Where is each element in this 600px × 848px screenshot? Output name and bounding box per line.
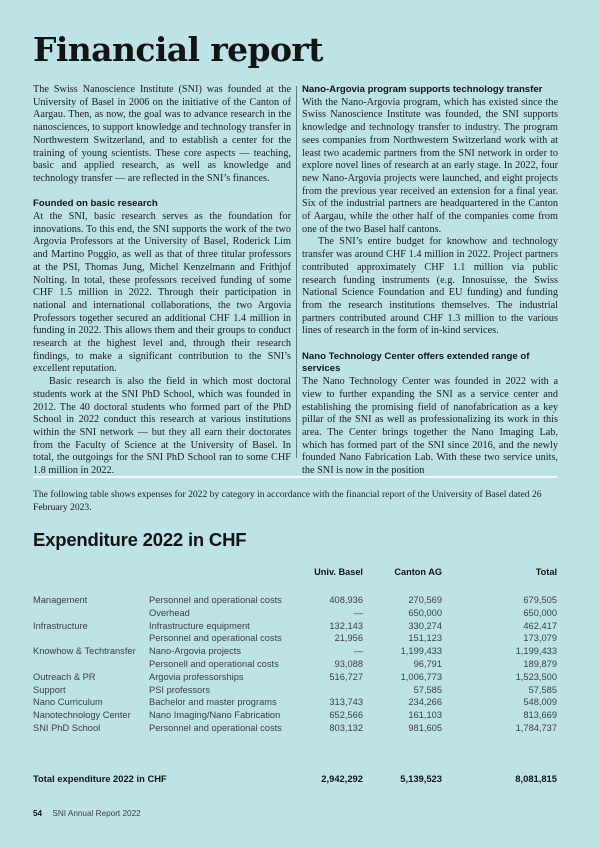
cell-canton-ag: 270,569 bbox=[408, 595, 442, 605]
cell-canton-ag: 650,000 bbox=[408, 607, 442, 618]
table-row bbox=[33, 671, 557, 684]
cell-total: 1,523,500 bbox=[515, 671, 557, 682]
techtransfer-budget-paragraph: The SNI’s entire budget for knowhow and technology transfer was around CHF 1.4 million in 2022. Project partners contributed approximately CHF 1.1 million via public research funding instruments (e.g. Innosuisse, the Swiss National Science Foundation and EU funding) and funding from the research institutions themselves. The industrial partners contributed around CHF 1.3 million to the various lines of research in the form of in-kind services. bbox=[302, 236, 558, 337]
cell-category: Nanotechnology Center bbox=[33, 710, 131, 721]
column-divider bbox=[296, 86, 297, 458]
cell-item: PSI professors bbox=[149, 684, 210, 695]
cell-univ-basel: 21,956 bbox=[334, 633, 363, 644]
cell-category: Nano Curriculum bbox=[33, 697, 103, 708]
cell-category: Infrastructure bbox=[33, 620, 88, 631]
cell-item: Personnel and operational costs bbox=[149, 595, 282, 605]
expenditure-table-title: Expenditure 2022 in CHF bbox=[33, 529, 247, 550]
cell-total: 173,079 bbox=[523, 633, 557, 644]
cell-item: Nano-Argovia projects bbox=[149, 646, 241, 657]
cell-item: Overhead bbox=[149, 607, 190, 618]
cell-univ-basel: 313,743 bbox=[329, 697, 363, 708]
cell-total: 57,585 bbox=[528, 684, 557, 695]
cell-item: Personnel and operational costs bbox=[149, 722, 282, 733]
page-number: 54 bbox=[33, 809, 43, 818]
spacer bbox=[33, 186, 291, 199]
cell-item: Argovia professorships bbox=[149, 671, 244, 682]
cell-canton-ag: 57,585 bbox=[413, 684, 442, 695]
cell-total: 1,784,737 bbox=[515, 722, 557, 733]
cell-item: Personnel and operational costs bbox=[149, 633, 282, 644]
cell-total: 1,199,433 bbox=[515, 646, 557, 657]
cell-univ-basel: 803,132 bbox=[329, 722, 363, 733]
cell-category: SNI PhD School bbox=[33, 722, 101, 733]
cell-canton-ag: 330,274 bbox=[408, 620, 442, 631]
section-heading-nano-argovia: Nano-Argovia program supports technology transfer bbox=[302, 84, 543, 95]
cell-total: 650,000 bbox=[523, 607, 557, 618]
header-univ-basel: Univ. Basel bbox=[314, 567, 363, 577]
table-intro-text: The following table shows expenses for 2022 by category in accordance with the financial report of the University of Basel dated 26 February 2023. bbox=[33, 489, 542, 513]
table-row bbox=[33, 645, 557, 658]
nano-argovia-paragraph: With the Nano-Argovia program, which has existed since the Swiss Nanoscience Institute was founded, the SNI supports knowledge and technology transfer to industry. The program sees companies from Northwestern Switzerland work with at least two academic partners from the SNI network in order to explore novel lines of research at an early stage. In 2022, four new Nano-Argovia projects were launched, and eight projects from the previous year received an extension for a final year. Six of the industrial partners are headquartered in the Canton of Aargau, while the other half of the companies come from one of the two Basel half cantons. bbox=[302, 96, 558, 235]
expenditure-table bbox=[33, 566, 557, 735]
intro-paragraph: The Swiss Nanoscience Institute (SNI) was founded at the University of Basel in 2006 on the initiative of the Canton of Aargau. Then, as now, the goal was to advance research in the nanosciences, to support knowledge and technology transfer in Northwestern Switzerland, and to establish a center for the training of young scientists. These core aspects — teaching, basic and applied research, as well as knowledge and technology transfer — are reflected in the SNI’s finances. bbox=[33, 84, 291, 184]
total-univ-basel: 2,942,292 bbox=[321, 773, 363, 784]
phd-school-paragraph: Basic research is also the field in which most doctoral students work at the SNI PhD School, which was founded in 2012. The 40 doctoral students who formed part of the PhD School in 2022 conduct this research at various institutions within the SNI network — but they all earn their doctorates from the Faculty of Science at the University of Basel. In total, the outgoings for the SNI PhD School ran to some CHF 1.8 million in 2022. bbox=[33, 376, 291, 477]
table-row bbox=[33, 709, 557, 722]
cell-univ-basel: 408,936 bbox=[329, 595, 363, 605]
cell-total: 548,009 bbox=[523, 697, 557, 708]
cell-item: Infrastructure equipment bbox=[149, 620, 250, 631]
table-row bbox=[33, 607, 557, 620]
horizontal-divider bbox=[33, 476, 557, 478]
cell-item: Personell and operational costs bbox=[149, 658, 279, 669]
cell-category: Management bbox=[33, 595, 88, 605]
left-text-column bbox=[33, 84, 291, 478]
total-canton-ag: 5,139,523 bbox=[400, 773, 442, 784]
total-overall: 8,081,815 bbox=[515, 773, 557, 784]
cell-total: 462,417 bbox=[523, 620, 557, 631]
cell-canton-ag: 234,266 bbox=[408, 697, 442, 708]
nano-technology-center-paragraph: The Nano Technology Center was founded in 2022 with a view to further expanding the SNI as a service center and establishing the promising field of nanofabrication as a key pillar of the SNI as well as professionalizing its work in this area. The Center brings together the Nano Imaging Lab, which has formed part of the SNI since 2016, and the newly founded Nano Fabrication Lab. With these two service units, the SNI is now in the position bbox=[302, 376, 558, 477]
table-row bbox=[33, 658, 557, 671]
basic-research-paragraph: At the SNI, basic research serves as the foundation for innovations. To this end, the SNI supports the work of the two Argovia Professors at the University of Basel, Roderick Lim and Martino Poggio, as well as that of three titular professors at the PSI, Thomas Jung, Michel Kenzelmann and Frithjof Nolting. In total, these professors received funding of some CHF 1.5 million in 2022. Through their participation in national and international collaborations, the two Argovia Professors together secured an additional CHF 1.4 million in funding in 2022. This allows them and their groups to conduct research at the highest level and, through their research findings, to make a significant contribution to the SNI’s excellent reputation. bbox=[33, 211, 291, 375]
table-row bbox=[33, 722, 557, 735]
cell-total: 679,505 bbox=[523, 595, 557, 605]
cell-total: 813,669 bbox=[523, 710, 557, 721]
cell-item: Nano Imaging/Nano Fabrication bbox=[149, 710, 281, 721]
table-row bbox=[33, 632, 557, 645]
cell-univ-basel: 132,143 bbox=[329, 620, 363, 631]
page-title: Financial report bbox=[33, 30, 323, 69]
spacer bbox=[302, 338, 558, 351]
cell-univ-basel: 93,088 bbox=[334, 658, 363, 669]
cell-item: Bachelor and master programs bbox=[149, 697, 277, 708]
right-text-column bbox=[302, 84, 558, 478]
table-body bbox=[33, 594, 557, 735]
header-canton-ag: Canton AG bbox=[394, 567, 442, 577]
cell-total: 189,879 bbox=[523, 658, 557, 669]
section-heading-basic-research: Founded on basic research bbox=[33, 198, 158, 210]
publication-name: SNI Annual Report 2022 bbox=[52, 809, 141, 818]
cell-canton-ag: 161,103 bbox=[408, 710, 442, 721]
cell-univ-basel: — bbox=[353, 607, 363, 618]
table-row bbox=[33, 696, 557, 709]
cell-canton-ag: 96,791 bbox=[413, 658, 442, 669]
page-footer bbox=[33, 809, 141, 818]
header-total: Total bbox=[535, 567, 557, 577]
table-total-row bbox=[33, 772, 557, 785]
cell-canton-ag: 981,605 bbox=[408, 722, 442, 733]
cell-univ-basel: 652,566 bbox=[329, 710, 363, 721]
total-label: Total expenditure 2022 in CHF bbox=[33, 773, 167, 784]
cell-category: Support bbox=[33, 684, 66, 695]
table-header-row bbox=[33, 566, 557, 580]
table-row bbox=[33, 594, 557, 607]
cell-canton-ag: 1,199,433 bbox=[400, 646, 442, 657]
section-heading-nano-technology-center: Nano Technology Center offers extended range of services bbox=[302, 350, 530, 375]
table-row bbox=[33, 684, 557, 697]
cell-canton-ag: 1,006,773 bbox=[400, 671, 442, 682]
table-row bbox=[33, 620, 557, 633]
cell-category: Knowhow & Techtransfer bbox=[33, 646, 136, 657]
cell-univ-basel: — bbox=[353, 646, 363, 657]
cell-univ-basel: 516,727 bbox=[329, 671, 363, 682]
cell-category: Outreach & PR bbox=[33, 671, 96, 682]
cell-canton-ag: 151,123 bbox=[408, 633, 442, 644]
